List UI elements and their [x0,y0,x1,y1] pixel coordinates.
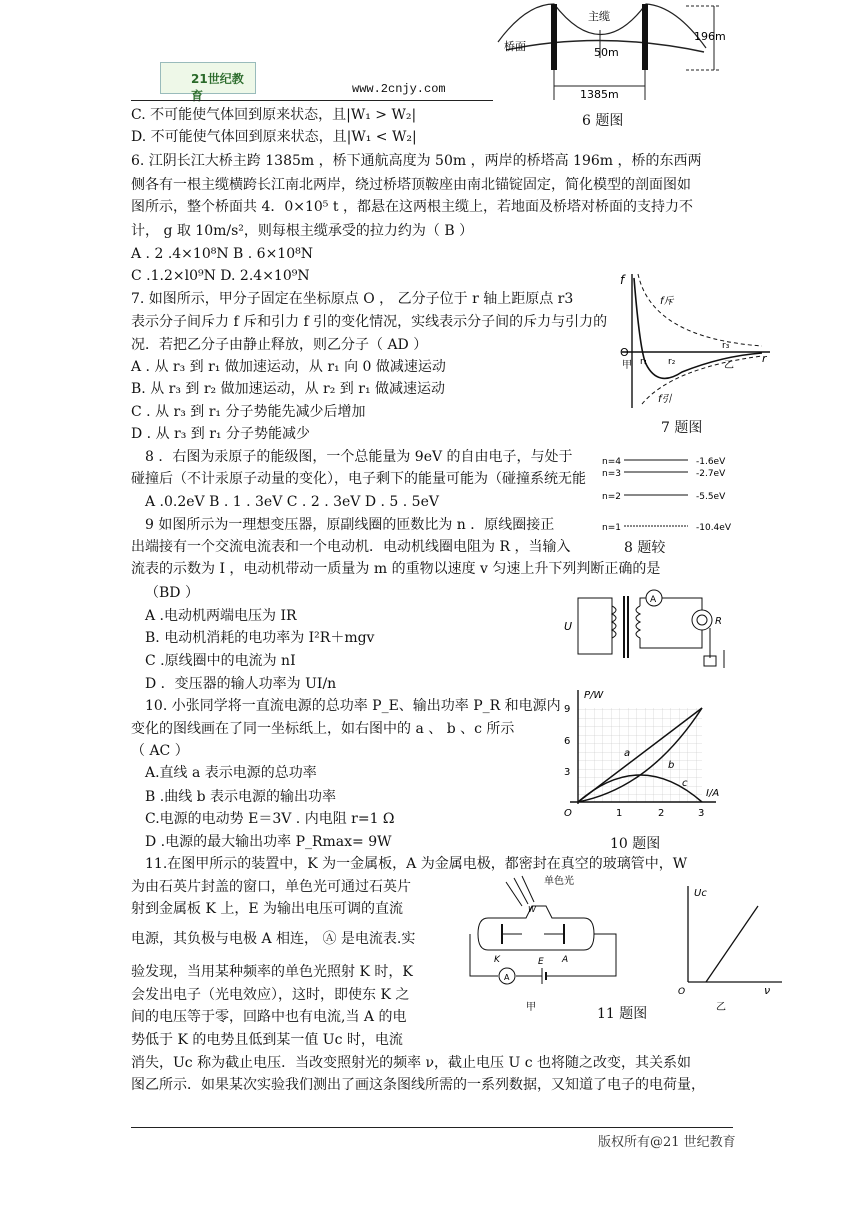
fig10-curve-c: c [682,778,688,789]
fig10-ytick-3: 3 [564,767,571,778]
level-e2: -5.5eV [696,492,726,502]
text-line: D. 不可能使气体回到原来状态，且|W₁ < W₂| [131,129,417,145]
text-line: 计， g 取 10m/s²，则每根主缆承受的拉力约为（ B ） [131,223,474,239]
fig7-yi: 乙 [724,360,734,371]
level-e4: -1.6eV [696,457,726,467]
fig9-r: R [715,616,722,627]
fig6-main-cable: 主缆 [588,10,610,23]
text-line: A .电动机两端电压为 IR [145,608,297,624]
fig11-jia: 甲 [526,1002,536,1013]
fig11-nu: ν [764,984,771,997]
fig7-jia: 甲 [622,360,632,371]
text-line: B. 从 r₃ 到 r₂ 做加速运动，从 r₂ 到 r₁ 做减速运动 [131,381,446,397]
text-line: （BD ） [145,585,199,601]
fig6-50m: 50m [594,46,619,59]
footer-rule [131,1127,733,1128]
text-line: A.直线 a 表示电源的总功率 [145,765,317,781]
fig6-caption: 6 题图 [582,113,624,129]
power-current-chart [560,684,720,826]
fig7-r: r [762,352,767,365]
text-line: 流表的示数为 I ，电动机带动一质量为 m 的重物以速度 v 匀速上升下列判断正确的是 [131,561,661,577]
fig7-r3: r₃ [722,341,730,351]
fig7-o: O [620,346,629,359]
fig11-meter: A [504,973,510,982]
text-line: A .0.2eV B . 1 . 3eV C . 2 . 3eV D . 5 . 5eV [145,494,439,510]
fig10-xtick-3: 3 [698,808,705,819]
fig6-196m: 196m [694,30,726,43]
fig10-xtick-2: 2 [658,808,665,819]
fig11-o: O [678,987,686,997]
text-line: 表示分子间斥力 f 斥和引力 f 引的变化情况，实线表示分子间的斥力与引力的 [131,314,608,330]
energy-level-figure [598,446,748,542]
level-e3: -2.7eV [696,469,726,479]
text-line: 变化的图线画在了同一坐标纸上，如右图中的 a 、 b 、c 所示 [131,721,515,737]
fig11-uc: Uc [694,888,707,899]
text-line: 8 ．右图为汞原子的能级图，一个总能量为 9eV 的自由电子，与处于 [145,449,573,465]
fig10-curve-b: b [668,760,675,771]
transformer-figure [562,588,732,672]
fig8-caption: 8 题较 [624,540,666,556]
level-n3: n=3 [602,469,621,479]
fig7-r2: r₂ [668,357,676,367]
fig11-e: E [538,957,544,967]
fig11-caption: 11 题图 [597,1006,648,1022]
molecular-force-figure [612,268,772,410]
fig10-curve-a: a [624,748,631,759]
logo-text: 21世纪教育 [191,72,244,103]
text-line: 会发出电子（光电效应），这时，即使东 K 之 [131,987,410,1003]
photoelectric-circuit-figure [466,872,636,1020]
text-line: 碰撞后（不计汞原子动量的变化），电子剩下的能量可能为（碰撞系统无能 [131,471,586,487]
fig7-caption: 7 题图 [661,420,703,436]
fig9-ammeter: A [650,595,657,605]
text-line: 间的电压等于零，回路中也有电流,当 A 的电 [131,1009,407,1025]
text-line: （ AC ） [131,743,189,759]
fig10-ytick-6: 6 [564,736,571,747]
text-line: 为由石英片封盖的窗口，单色光可通过石英片 [131,879,411,895]
level-n4: n=4 [602,457,621,467]
fig10-origin: O [564,808,572,819]
text-line: B .曲线 b 表示电源的输出功率 [145,789,337,805]
text-line: C .1.2×l0⁹N D. 2.4×10⁹N [131,268,310,284]
fig7-f-att: f引 [658,394,672,405]
level-n1: n=1 [602,523,621,533]
fig6-deck: 桥面 [504,40,526,53]
text-line: 11.在图甲所示的装置中，K 为一金属板，A 为金属电极，都密封在真空的玻璃管中，W [145,856,688,872]
text-line: B. 电动机消耗的电功率为 I²R＋mgv [145,630,375,646]
fig10-xlabel: I/A [706,788,720,799]
text-line: 势低于 K 的电势且低到某一值 Uc 时，电流 [131,1032,403,1048]
fig11-light: 单色光 [544,876,574,887]
header-url: www.2cnjy.com [352,82,446,96]
text-line: C .原线圈中的电流为 nI [145,653,296,669]
text-line: 图乙所示．如果某次实验我们测出了画这条图线所需的一系列数据，又知道了电子的电荷量， [131,1077,705,1093]
footer-copyright: 版权所有@21 世纪教育 [598,1135,736,1150]
text-line: 10. 小张同学将一直流电源的总功率 P_E、输出功率 P_R 和电源内 [145,698,561,714]
text-line: C.电源的电动势 E＝3V . 内电阻 r=1 Ω [145,811,395,827]
text-line: 图所示，整个桥面共 4．0×10⁵ t ，都悬在这两根主缆上，若地面及桥塔对桥面的支持力不 [131,199,693,215]
fig9-u: U [564,620,573,633]
text-line: C . 从 r₃ 到 r₁ 分子势能先减少后增加 [131,404,366,420]
text-line: 电源，其负极与电极 A 相连， Ⓐ 是电流表.实 [131,931,416,947]
fig11-w: W [528,905,536,914]
fig10-ylabel: P/W [584,690,604,701]
fig6-1385m: 1385m [580,88,619,101]
text-line: C. 不可能使气体回到原来状态，且|W₁ > W₂| [131,107,417,123]
text-line: D ．变压器的输人功率为 UI/n [145,676,337,692]
text-line: 6. 江阴长江大桥主跨 1385m ，桥下通航高度为 50m ，两岸的桥塔高 196m ，桥的东西两 [131,153,702,169]
bridge-figure [496,0,736,110]
level-n2: n=2 [602,492,621,502]
fig10-caption: 10 题图 [610,836,661,852]
header-rule [131,100,493,101]
text-line: D . 从 r₃ 到 r₁ 分子势能减少 [131,426,310,442]
text-line: 侧各有一根主缆横跨长江南北两岸，绕过桥塔顶鞍座由南北锚锭固定，简化模型的剖面图如 [131,177,691,193]
fig10-ytick-9: 9 [564,704,571,715]
fig7-f-rep: f斥 [660,296,674,307]
fig10-xtick-1: 1 [616,808,623,819]
level-e1: -10.4eV [696,523,731,533]
text-line: A . 2 .4×10⁸N B . 6×10⁸N [131,246,313,262]
text-line: D .电源的最大输出功率 P_Rmax= 9W [145,834,392,850]
text-line: 况．若把乙分子由静止释放，则乙分子（ AD ） [131,337,428,353]
text-line: 验发现，当用某种频率的单色光照射 K 时，K [131,964,413,980]
text-line: 7. 如图所示，甲分子固定在坐标原点 O ， 乙分子位于 r 轴上距原点 r3 [131,291,574,307]
fig11-a: A [562,955,569,965]
text-line: 消失，Uc 称为截止电压．当改变照射光的频率 ν，截止电压 U c 也将随之改变，其关系如 [131,1055,692,1071]
text-line: 出端接有一个交流电流表和一个电动机．电动机线圈电阻为 R ，当输入 [131,539,571,555]
cutoff-voltage-graph [668,882,788,1012]
fig7-r1: r₁ [640,357,648,367]
fig7-f: f [620,273,625,287]
text-line: 9 如图所示为一理想变压器，原副线圈的匝数比为 n ．原线圈接正 [145,517,555,533]
fig11-k: K [494,955,500,965]
site-logo [160,62,256,103]
text-line: A . 从 r₃ 到 r₁ 做加速运动，从 r₁ 向 0 做减速运动 [131,359,446,375]
fig11-yi: 乙 [716,1002,726,1012]
text-line: 射到金属板 K 上，E 为输出电压可调的直流 [131,901,404,917]
